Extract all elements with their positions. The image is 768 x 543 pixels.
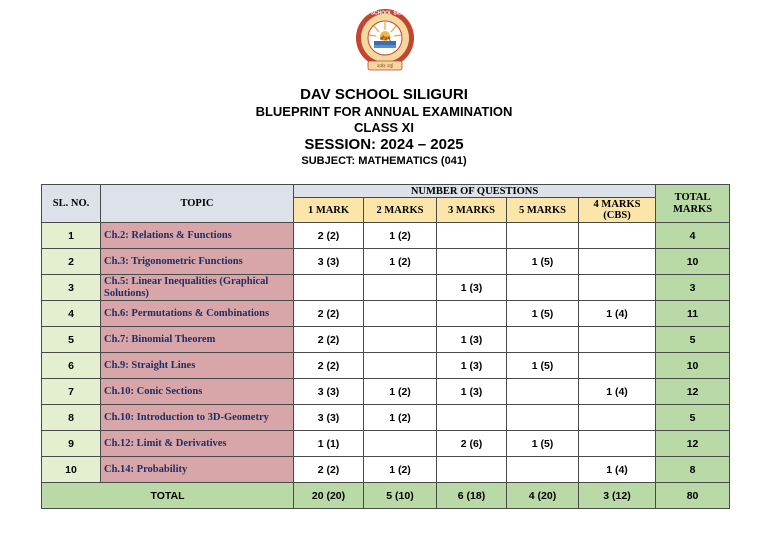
col-header-4-marks-cbs: 4 MARKS (CBS) bbox=[579, 198, 656, 223]
row-sl-number: 7 bbox=[42, 379, 101, 405]
table-row bbox=[42, 353, 730, 379]
table-row bbox=[42, 379, 730, 405]
dav-school-logo-icon bbox=[354, 8, 416, 72]
row-1-mark: 2 (2) bbox=[294, 327, 364, 353]
grand-total: 80 bbox=[656, 483, 730, 509]
row-3-marks: 2 (6) bbox=[437, 431, 507, 457]
row-total-marks: 10 bbox=[656, 353, 730, 379]
row-topic: Ch.7: Binomial Theorem bbox=[101, 327, 294, 353]
row-3-marks: 1 (3) bbox=[437, 353, 507, 379]
row-5-marks: 1 (5) bbox=[507, 249, 579, 275]
row-2-marks: 1 (2) bbox=[364, 457, 437, 483]
col-header-5-marks: 5 MARKS bbox=[507, 198, 579, 223]
school-name: DAV SCHOOL SILIGURI bbox=[300, 86, 468, 103]
row-4-marks-cbs bbox=[579, 431, 656, 457]
session-label: SESSION: 2024 – 2025 bbox=[304, 136, 464, 153]
row-4-marks-cbs bbox=[579, 327, 656, 353]
row-sl-number: 8 bbox=[42, 405, 101, 431]
row-1-mark: 1 (1) bbox=[294, 431, 364, 457]
row-topic: Ch.3: Trigonometric Functions bbox=[101, 249, 294, 275]
row-topic: Ch.10: Conic Sections bbox=[101, 379, 294, 405]
row-3-marks bbox=[437, 249, 507, 275]
table-row bbox=[42, 301, 730, 327]
row-1-mark: 2 (2) bbox=[294, 353, 364, 379]
row-1-mark: 3 (3) bbox=[294, 379, 364, 405]
col-header-2-marks: 2 MARKS bbox=[364, 198, 437, 223]
row-2-marks bbox=[364, 431, 437, 457]
col-header-number-of-questions: NUMBER OF QUESTIONS bbox=[294, 185, 656, 198]
row-3-marks bbox=[437, 457, 507, 483]
row-topic: Ch.9: Straight Lines bbox=[101, 353, 294, 379]
row-sl-number: 4 bbox=[42, 301, 101, 327]
logo-top-text: D.A.V. SCHOOL SILIGURI bbox=[354, 10, 416, 17]
row-5-marks bbox=[507, 275, 579, 301]
row-4-marks-cbs bbox=[579, 275, 656, 301]
row-2-marks: 1 (2) bbox=[364, 405, 437, 431]
row-5-marks: 1 (5) bbox=[507, 301, 579, 327]
row-topic: Ch.10: Introduction to 3D-Geometry bbox=[101, 405, 294, 431]
table-row bbox=[42, 223, 730, 249]
table-row bbox=[42, 431, 730, 457]
row-1-mark: 3 (3) bbox=[294, 249, 364, 275]
row-total-marks: 4 bbox=[656, 223, 730, 249]
row-topic: Ch.5: Linear Inequalities (Graphical Solutions) bbox=[101, 275, 294, 301]
row-sl-number: 5 bbox=[42, 327, 101, 353]
total-label: TOTAL bbox=[42, 483, 294, 509]
row-total-marks: 3 bbox=[656, 275, 730, 301]
row-2-marks bbox=[364, 275, 437, 301]
row-total-marks: 5 bbox=[656, 327, 730, 353]
row-4-marks-cbs bbox=[579, 405, 656, 431]
col-header-topic: TOPIC bbox=[101, 185, 294, 223]
table-row bbox=[42, 275, 730, 301]
table-row bbox=[42, 457, 730, 483]
total-3-marks: 6 (18) bbox=[437, 483, 507, 509]
row-total-marks: 8 bbox=[656, 457, 730, 483]
row-4-marks-cbs bbox=[579, 223, 656, 249]
row-5-marks bbox=[507, 457, 579, 483]
row-4-marks-cbs: 1 (4) bbox=[579, 457, 656, 483]
row-3-marks: 1 (3) bbox=[437, 275, 507, 301]
row-1-mark: 2 (2) bbox=[294, 301, 364, 327]
row-4-marks-cbs bbox=[579, 249, 656, 275]
row-sl-number: 10 bbox=[42, 457, 101, 483]
row-3-marks bbox=[437, 405, 507, 431]
row-4-marks-cbs: 1 (4) bbox=[579, 301, 656, 327]
row-1-mark: 2 (2) bbox=[294, 457, 364, 483]
row-3-marks bbox=[437, 223, 507, 249]
total-4-marks-cbs: 3 (12) bbox=[579, 483, 656, 509]
table-row bbox=[42, 327, 730, 353]
row-total-marks: 5 bbox=[656, 405, 730, 431]
blueprint-table bbox=[41, 184, 730, 509]
col-header-1-mark: 1 MARK bbox=[294, 198, 364, 223]
row-3-marks bbox=[437, 301, 507, 327]
col-header-3-marks: 3 MARKS bbox=[437, 198, 507, 223]
row-3-marks: 1 (3) bbox=[437, 327, 507, 353]
document-title: BLUEPRINT FOR ANNUAL EXAMINATION bbox=[255, 104, 513, 119]
col-header-total-marks: TOTAL MARKS bbox=[656, 185, 730, 223]
total-5-marks: 4 (20) bbox=[507, 483, 579, 509]
total-2-marks: 5 (10) bbox=[364, 483, 437, 509]
row-2-marks: 1 (2) bbox=[364, 223, 437, 249]
row-topic: Ch.6: Permutations & Combinations bbox=[101, 301, 294, 327]
col-header-sl: SL. NO. bbox=[42, 185, 101, 223]
row-topic: Ch.12: Limit & Derivatives bbox=[101, 431, 294, 457]
row-sl-number: 6 bbox=[42, 353, 101, 379]
row-4-marks-cbs: 1 (4) bbox=[579, 379, 656, 405]
row-topic: Ch.14: Probability bbox=[101, 457, 294, 483]
row-5-marks bbox=[507, 223, 579, 249]
row-1-mark: 2 (2) bbox=[294, 223, 364, 249]
logo-bottom-text: वर्जन नाई bbox=[377, 64, 393, 70]
row-sl-number: 3 bbox=[42, 275, 101, 301]
class-label: CLASS XI bbox=[354, 120, 414, 135]
table-row bbox=[42, 405, 730, 431]
total-1-mark: 20 (20) bbox=[294, 483, 364, 509]
row-5-marks: 1 (5) bbox=[507, 431, 579, 457]
row-3-marks: 1 (3) bbox=[437, 379, 507, 405]
row-1-mark: 3 (3) bbox=[294, 405, 364, 431]
row-topic: Ch.2: Relations & Functions bbox=[101, 223, 294, 249]
row-total-marks: 12 bbox=[656, 379, 730, 405]
total-row bbox=[42, 483, 730, 509]
row-sl-number: 1 bbox=[42, 223, 101, 249]
row-5-marks bbox=[507, 405, 579, 431]
row-5-marks bbox=[507, 327, 579, 353]
row-4-marks-cbs bbox=[579, 353, 656, 379]
row-2-marks bbox=[364, 327, 437, 353]
logo-mid-text: ओ३म् bbox=[379, 36, 391, 42]
row-total-marks: 12 bbox=[656, 431, 730, 457]
row-sl-number: 9 bbox=[42, 431, 101, 457]
row-5-marks bbox=[507, 379, 579, 405]
row-sl-number: 2 bbox=[42, 249, 101, 275]
row-total-marks: 10 bbox=[656, 249, 730, 275]
row-2-marks bbox=[364, 301, 437, 327]
row-5-marks: 1 (5) bbox=[507, 353, 579, 379]
table-row bbox=[42, 249, 730, 275]
row-2-marks: 1 (2) bbox=[364, 249, 437, 275]
row-total-marks: 11 bbox=[656, 301, 730, 327]
row-2-marks: 1 (2) bbox=[364, 379, 437, 405]
subject-label: SUBJECT: MATHEMATICS (041) bbox=[301, 155, 467, 167]
row-2-marks bbox=[364, 353, 437, 379]
row-1-mark bbox=[294, 275, 364, 301]
